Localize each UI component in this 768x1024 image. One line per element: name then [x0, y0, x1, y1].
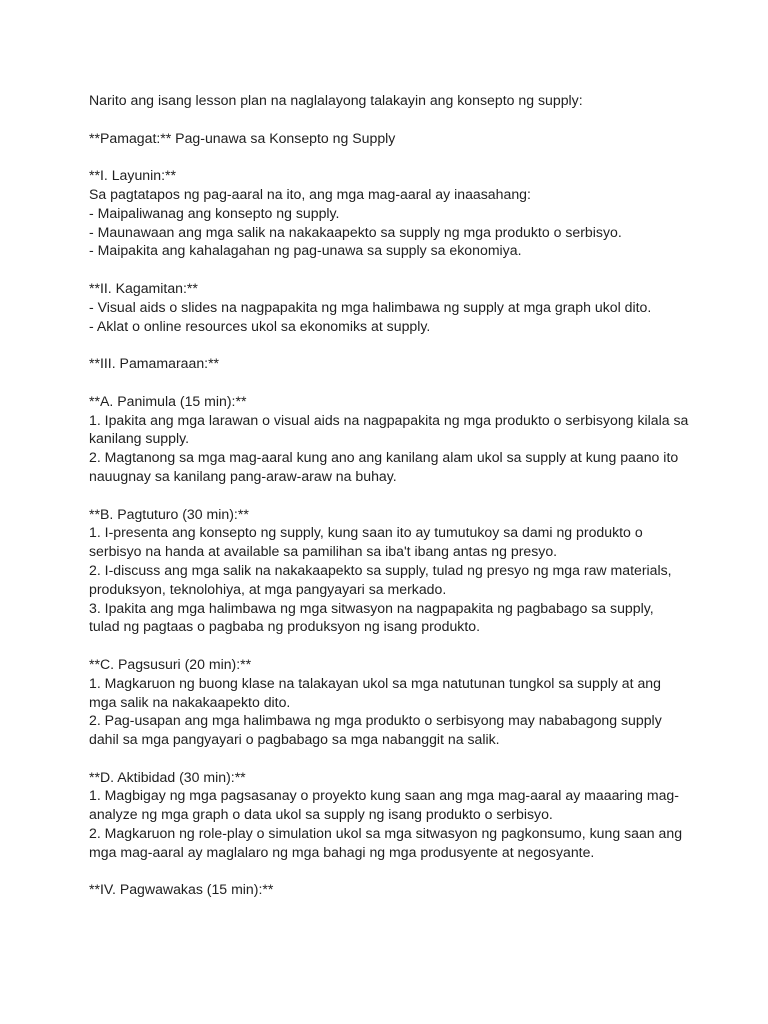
paragraph-line: dahil sa mga pangyayari o pagbabago sa mga nabanggit na salik. [89, 731, 500, 748]
list-item: - Visual aids o slides na nagpapakita ng mga halimbawa ng supply at mga graph ukol dito. [89, 298, 652, 315]
paragraph-line: mga mag-aaral ay maglalaro ng mga bahagi ng mga produsyente at negosyante. [89, 843, 595, 860]
section-heading: **II. Kagamitan:** [89, 279, 198, 296]
paragraph-line: 2. Magtanong sa mga mag-aaral kung ano ang kanilang alam ukol sa supply at kung paano ito [89, 449, 679, 466]
paragraph-line: 1. I-presenta ang konsepto ng supply, kung saan ito ay tumutukoy sa dami ng produkto o [89, 524, 643, 541]
section-heading: **D. Aktibidad (30 min):** [89, 768, 246, 785]
section-heading: **B. Pagtuturo (30 min):** [89, 505, 249, 522]
list-item: - Aklat o online resources ukol sa ekonomiks at supply. [89, 317, 431, 334]
paragraph-line: analyze ng mga graph o data ukol sa supply ng isang produkto o serbisyo. [89, 806, 553, 823]
list-item: - Maipakita ang kahalagahan ng pag-unawa sa supply sa ekonomiya. [89, 242, 522, 259]
list-item: - Maipaliwanag ang konsepto ng supply. [89, 204, 340, 221]
list-item: - Maunawaan ang mga salik na nakakaapekto sa supply ng mga produkto o serbisyo. [89, 223, 622, 240]
paragraph-line: nauugnay sa kanilang pang-araw-araw na buhay. [89, 467, 397, 484]
section-aktibidad [89, 768, 688, 862]
paragraph-line: mga salik na nakakaapekto dito. [89, 693, 291, 710]
section-layunin [89, 166, 688, 260]
section-heading-pagwawakas: **IV. Pagwawakas (15 min):** [89, 881, 274, 898]
section-panimula [89, 392, 688, 486]
section-pagtuturo [89, 505, 688, 637]
paragraph-line: kanilang supply. [89, 430, 190, 447]
section-heading: **A. Panimula (15 min):** [89, 392, 247, 409]
paragraph-line: 3. Ipakita ang mga halimbawa ng mga sitwasyon na nagpapakita ng pagbabago sa supply, [89, 599, 654, 616]
paragraph-line: 2. Pag-usapan ang mga halimbawa ng mga produkto o serbisyong may nababagong supply [89, 712, 662, 729]
intro-text: Narito ang isang lesson plan na naglalayong talakayin ang konsepto ng supply: [89, 92, 583, 108]
section-heading: **C. Pagsusuri (20 min):** [89, 655, 252, 672]
paragraph-line: 1. Ipakita ang mga larawan o visual aids na nagpapakita ng mga produkto o serbisyong kilala sa [89, 411, 689, 428]
paragraph-line: Sa pagtatapos ng pag-aaral na ito, ang mga mag-aaral ay inaasahang: [89, 185, 531, 202]
paragraph-line: 1. Magkaruon ng buong klase na talakayan ukol sa mga natutunan tungkol sa supply at ang [89, 674, 661, 691]
paragraph-line: tulad ng pagtaas o pagbaba ng produksyon ng isang produkto. [89, 618, 481, 635]
section-heading: **I. Layunin:** [89, 167, 176, 184]
section-pagsusuri [89, 655, 688, 749]
paragraph-line: 2. Magkaruon ng role-play o simulation ukol sa mga sitwasyon ng pagkonsumo, kung saan ang [89, 825, 683, 842]
paragraph-line: serbisyo na handa at available sa pamilihan sa iba't ibang antas ng presyo. [89, 543, 558, 560]
paragraph-line: 2. I-discuss ang mga salik na nakakaapekto sa supply, tulad ng presyo ng mga raw materials, [89, 561, 672, 578]
paragraph-line: 1. Magbigay ng mga pagsasanay o proyekto kung saan ang mga mag-aaral ay maaaring mag- [89, 787, 679, 804]
section-heading-pamamaraan: **III. Pamamaraan:** [89, 355, 220, 372]
section-kagamitan [89, 279, 688, 335]
paragraph-line: produksyon, teknolohiya, at mga pangyayari sa merkado. [89, 580, 447, 597]
lesson-title: **Pamagat:** Pag-unawa sa Konsepto ng Supply [89, 129, 396, 146]
